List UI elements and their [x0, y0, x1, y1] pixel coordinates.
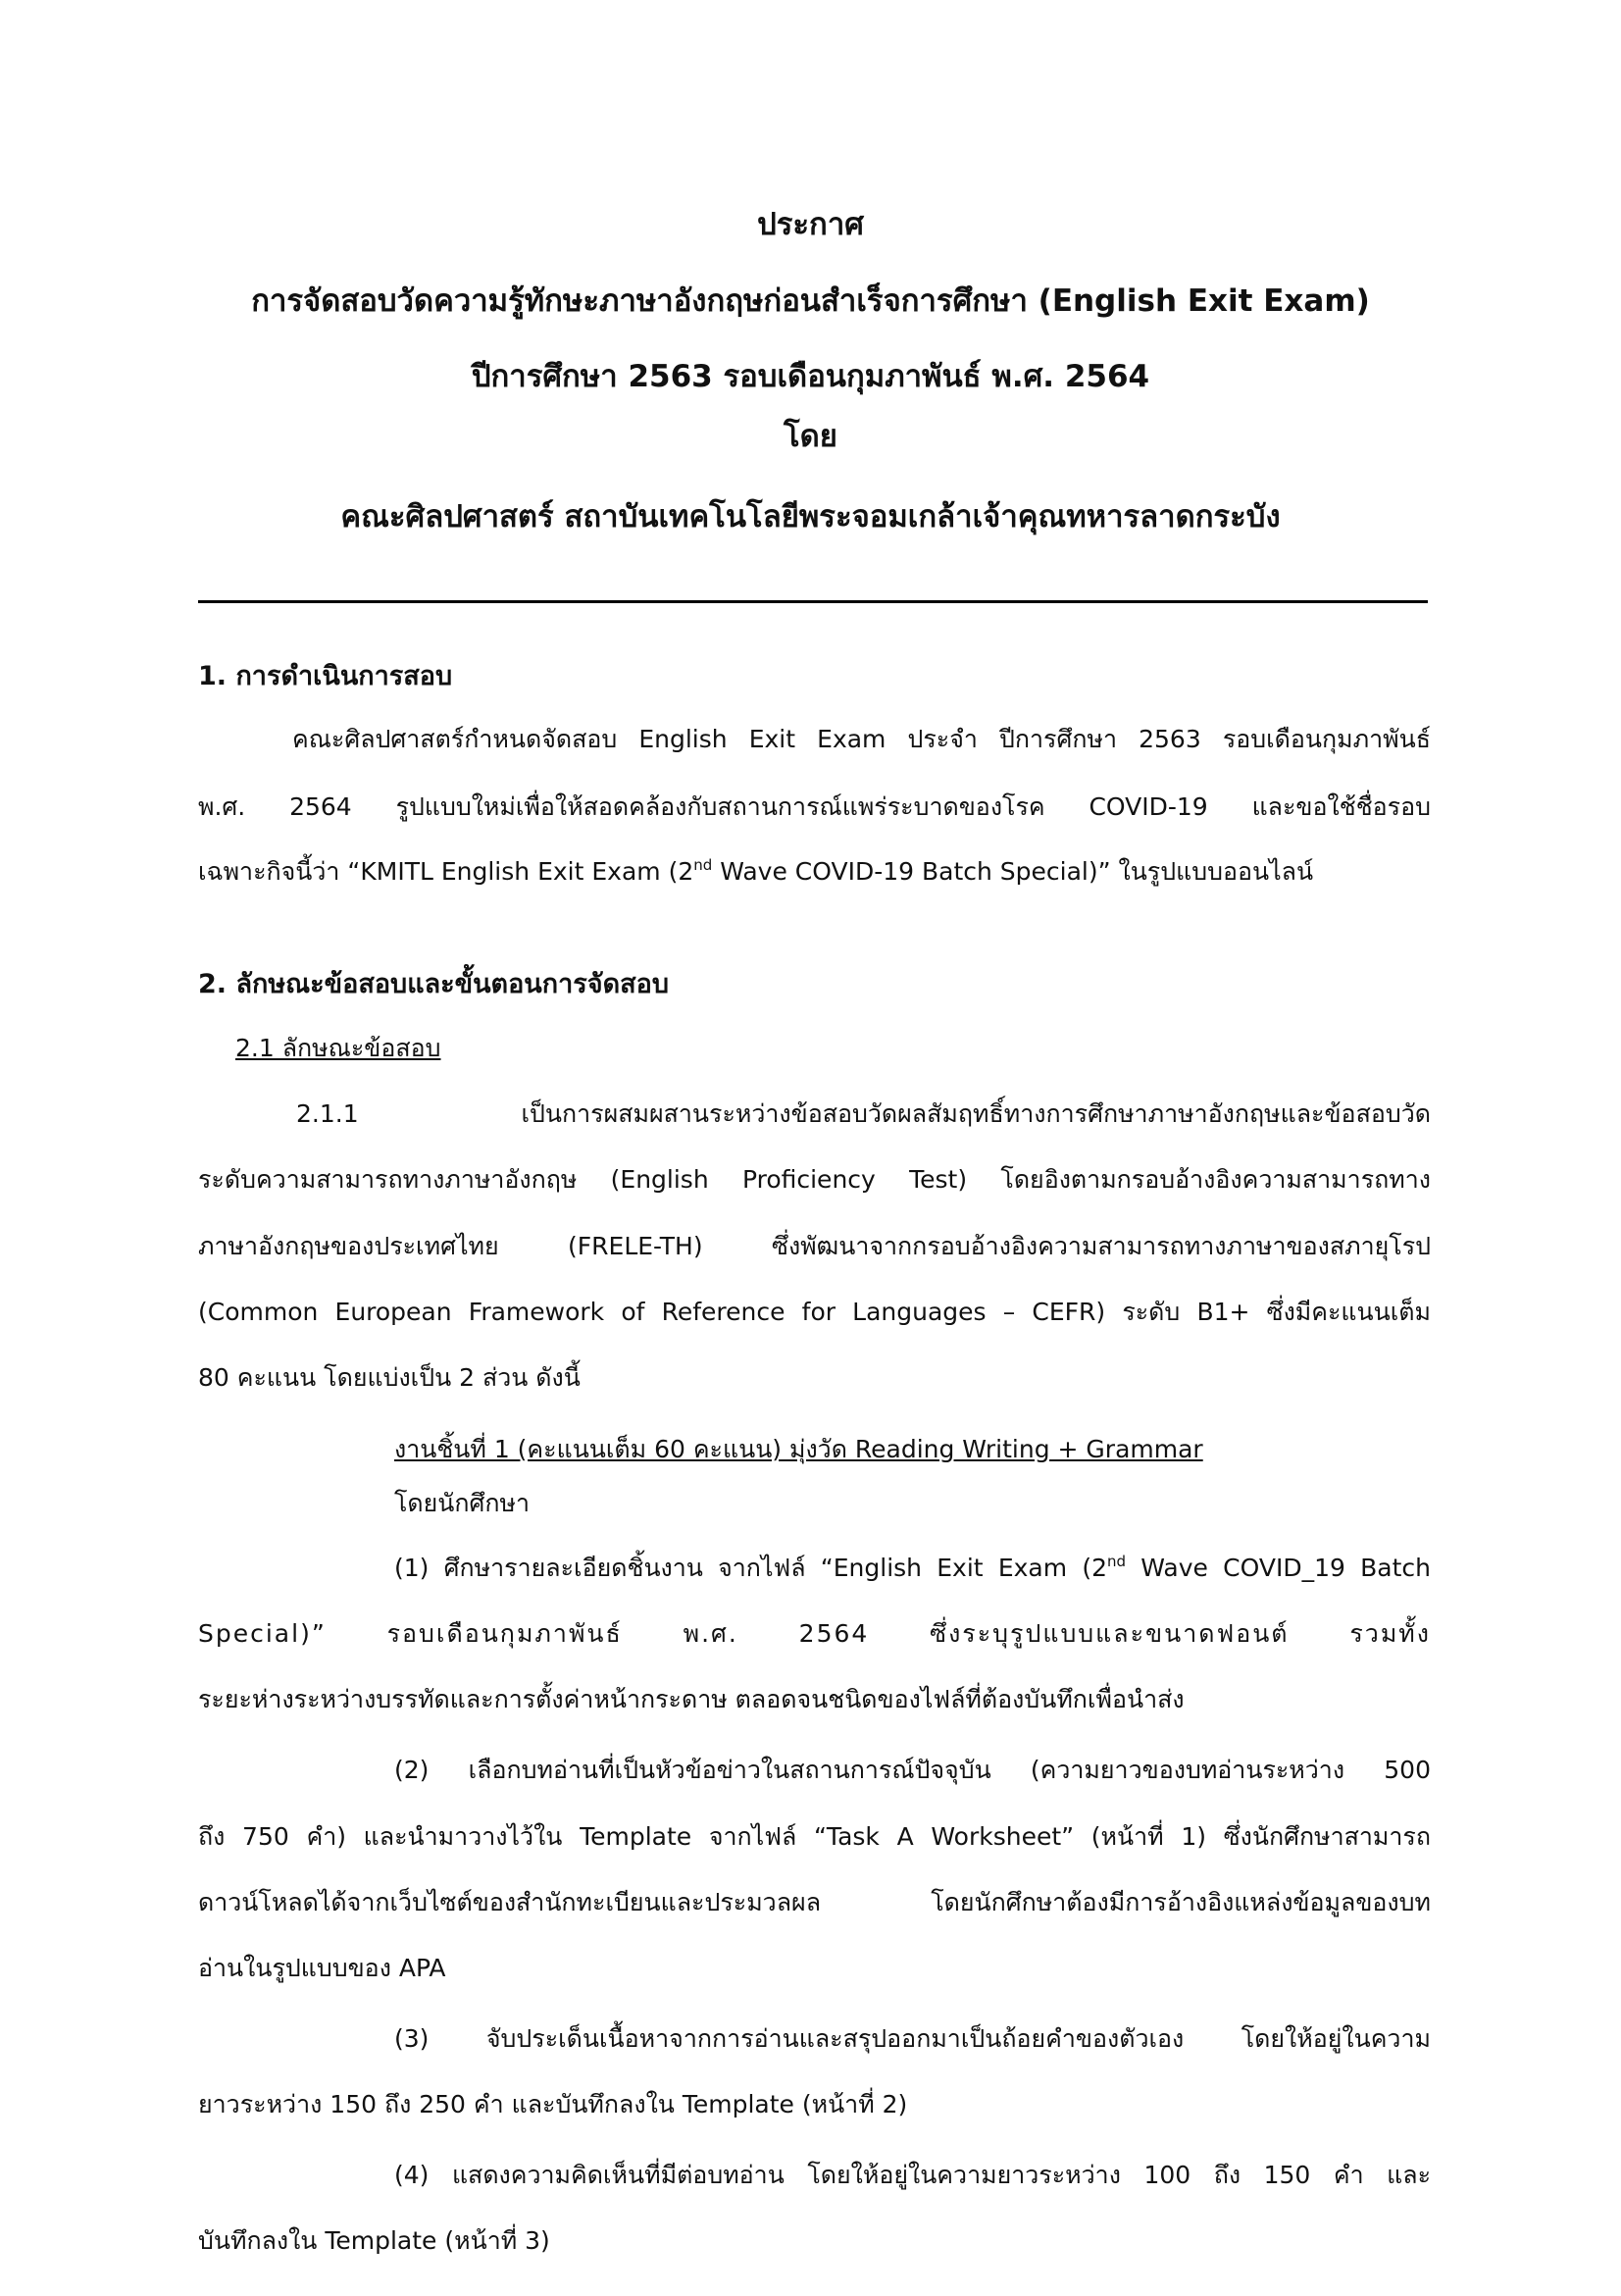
paragraph-2-1-1-line: ระดับความสามารถทางภาษาอังกฤษ (English Proficiency Test) โดยอิงตามกรอบอ้างอิงความสามารถทาง: [198, 1165, 1431, 1194]
item-4-line: บันทึกลงใน Template (หน้าที่ 3): [198, 2226, 550, 2255]
item-1-line: Special)” รอบเดือนกุมภาพันธ์ พ.ศ. 2564 ซึ่งระบุรูปแบบและขนาดฟอนต์ รวมทั้ง: [198, 1619, 1431, 1648]
ordinal-suffix: nd: [693, 856, 713, 874]
item-2-line: อ่านในรูปแบบของ APA: [198, 1954, 446, 1982]
text-span: (1) ศึกษารายละเอียดชิ้นงาน จากไฟล์ “English Exit Exam (2: [394, 1554, 1108, 1582]
announcement-title: ประกาศ: [757, 207, 864, 242]
paragraph-2-1-1-line: 2.1.1 เป็นการผสมผสานระหว่างข้อสอบวัดผลสัมฤทธิ์ทางการศึกษาภาษาอังกฤษและข้อสอบวัด: [296, 1099, 1431, 1128]
section-1-paragraph-line: คณะศิลปศาสตร์กำหนดจัดสอบ English Exit Exam ประจำ ปีการศึกษา 2563 รอบเดือนกุมภาพันธ์: [292, 725, 1431, 753]
section-2-heading: 2. ลักษณะข้อสอบและขั้นตอนการจัดสอบ: [198, 969, 669, 999]
by-line: โดย: [784, 419, 837, 454]
text-span: Wave COVID-19 Batch Special)” ในรูปแบบออนไลน์: [712, 857, 1314, 886]
task-1-title: งานชิ้นที่ 1 (คะแนนเต็ม 60 คะแนน) มุ่งวัด Reading Writing + Grammar: [394, 1435, 1203, 1463]
item-2-line: ดาวน์โหลดได้จากเว็บไซต์ของสำนักทะเบียนและประมวลผล โดยนักศึกษาต้องมีการอ้างอิงแหล่งข้อมูลของบท: [198, 1888, 1431, 1916]
academic-year-line: ปีการศึกษา 2563 รอบเดือนกุมภาพันธ์ พ.ศ. 2564: [471, 359, 1150, 394]
paragraph-2-1-1-line: 80 คะแนน โดยแบ่งเป็น 2 ส่วน ดังนี้: [198, 1363, 581, 1392]
text-span: เฉพาะกิจนี้ว่า “KMITL English Exit Exam (2: [198, 857, 694, 886]
section-1-paragraph-line: พ.ศ. 2564 รูปแบบใหม่เพื่อให้สอดคล้องกับสถานการณ์แพร่ระบาดของโรค COVID-19 และขอใช้ชื่อรอบ: [198, 792, 1431, 821]
faculty-line: คณะศิลปศาสตร์ สถาบันเทคโนโลยีพระจอมเกล้าเจ้าคุณทหารลาดกระบัง: [340, 499, 1281, 535]
paragraph-2-1-1-line: ภาษาอังกฤษของประเทศไทย (FRELE-TH) ซึ่งพัฒนาจากกรอบอ้างอิงความสามารถทางภาษาของสภายุโรป: [198, 1232, 1431, 1260]
item-2-line: ถึง 750 คำ) และนำมาวางไว้ใน Template จากไฟล์ “Task A Worksheet” (หน้าที่ 1) ซึ่งนักศึกษาสามารถ: [198, 1822, 1431, 1851]
header-divider: [198, 600, 1428, 603]
exam-title: การจัดสอบวัดความรู้ทักษะภาษาอังกฤษก่อนสำเร็จการศึกษา (English Exit Exam): [251, 283, 1370, 319]
task-1-by: โดยนักศึกษา: [394, 1489, 531, 1517]
item-3-line: (3) จับประเด็นเนื้อหาจากการอ่านและสรุปออกมาเป็นถ้อยคำของตัวเอง โดยให้อยู่ในความ: [394, 2024, 1431, 2053]
section-1-heading: 1. การดำเนินการสอบ: [198, 661, 453, 691]
ordinal-suffix: nd: [1107, 1553, 1127, 1570]
paragraph-2-1-1-line: (Common European Framework of Reference for Languages – CEFR) ระดับ B1+ ซึ่งมีคะแนนเต็ม: [198, 1298, 1431, 1326]
text-span: Wave COVID_19 Batch: [1126, 1554, 1431, 1582]
item-2-line: (2) เลือกบทอ่านที่เป็นหัวข้อข่าวในสถานการณ์ปัจจุบัน (ความยาวของบทอ่านระหว่าง 500: [394, 1756, 1431, 1784]
item-3-line: ยาวระหว่าง 150 ถึง 250 คำ และบันทึกลงใน Template (หน้าที่ 2): [198, 2090, 908, 2118]
item-1-line: [394, 1553, 1431, 1582]
subsection-2-1-heading: 2.1 ลักษณะข้อสอบ: [235, 1034, 441, 1062]
item-4-line: (4) แสดงความคิดเห็นที่มีต่อบทอ่าน โดยให้อยู่ในความยาวระหว่าง 100 ถึง 150 คำ และ: [394, 2161, 1431, 2189]
item-1-line: ระยะห่างระหว่างบรรทัดและการตั้งค่าหน้ากระดาษ ตลอดจนชนิดของไฟล์ที่ต้องบันทึกเพื่อนำส่ง: [198, 1685, 1185, 1713]
section-1-paragraph-line: [198, 856, 1314, 886]
